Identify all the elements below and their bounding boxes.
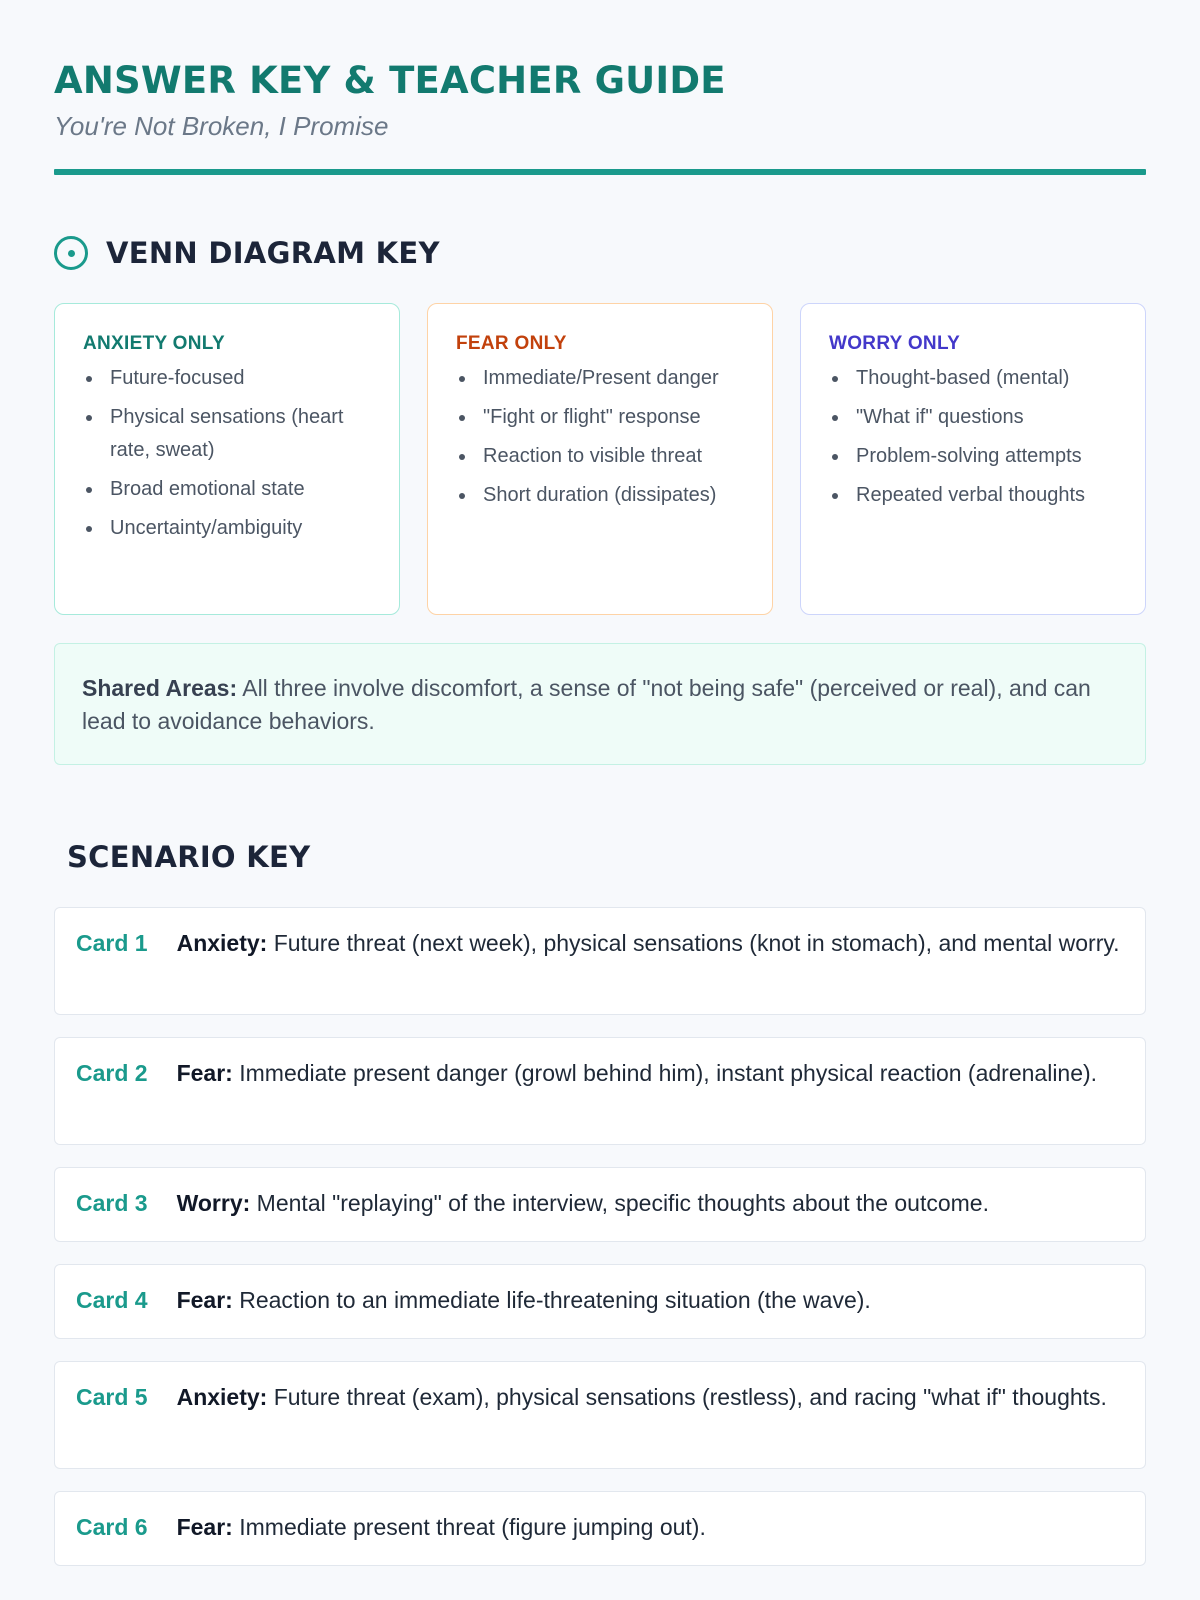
shared-areas-text: All three involve discomfort, a sense of "not being safe" (perceived or real), and can lead to avoidance behaviors. (82, 675, 1091, 734)
card-number: Card 6 (76, 1514, 148, 1540)
fear-only-card (427, 303, 773, 615)
title-divider (54, 169, 1146, 175)
scenario-card-3 (54, 1167, 1146, 1242)
card-type: Anxiety: (176, 930, 268, 956)
card-explanation: Mental "replaying" of the interview, specific thoughts about the outcome. (250, 1190, 989, 1216)
card-explanation: Future threat (exam), physical sensations (restless), and racing "what if" thoughts. (267, 1384, 1107, 1410)
worry-only-list (829, 362, 1119, 512)
scenario-card-6 (54, 1491, 1146, 1566)
venn-section-header (54, 235, 1146, 271)
card-type: Fear: (176, 1287, 233, 1313)
card-type: Worry: (176, 1190, 251, 1216)
card-explanation: Immediate present threat (figure jumping out). (232, 1514, 706, 1540)
list-item: Physical sensations (heart rate, sweat) (83, 401, 373, 467)
card-answer (177, 1284, 871, 1317)
card-answer (177, 1381, 1107, 1414)
anxiety-only-card (54, 303, 400, 615)
scenario-card-5 (54, 1361, 1146, 1469)
scenario-card-4 (54, 1264, 1146, 1339)
card-number: Card 3 (76, 1190, 148, 1216)
card-explanation: Reaction to an immediate life-threatening situation (the wave). (232, 1287, 871, 1313)
card-number: Card 5 (76, 1384, 148, 1410)
page-header (54, 0, 1146, 175)
list-item: "What if" questions (829, 401, 1119, 434)
card-number: Card 2 (76, 1060, 148, 1086)
card-number: Card 1 (76, 930, 148, 956)
card-answer (177, 1057, 1097, 1090)
card-answer (177, 1511, 706, 1544)
card-type: Fear: (176, 1514, 233, 1540)
card-explanation: Future threat (next week), physical sensations (knot in stomach), and mental worry. (267, 930, 1120, 956)
scenario-card-1 (54, 907, 1146, 1015)
list-item: Future-focused (83, 362, 373, 395)
card-answer (177, 927, 1120, 960)
shared-areas-box (54, 643, 1146, 765)
scenario-section-title: SCENARIO KEY (67, 840, 311, 874)
fear-only-title: FEAR ONLY (456, 333, 567, 354)
list-item: Short duration (dissipates) (456, 479, 746, 512)
list-item: Broad emotional state (83, 473, 373, 506)
list-item: Uncertainty/ambiguity (83, 512, 373, 545)
card-answer (177, 1187, 989, 1220)
venn-cards (54, 303, 1146, 615)
scenario-list (54, 907, 1146, 1566)
list-item: Thought-based (mental) (829, 362, 1119, 395)
worry-only-title: WORRY ONLY (829, 333, 961, 354)
page-title: ANSWER KEY & TEACHER GUIDE (54, 59, 726, 102)
list-item: "Fight or flight" response (456, 401, 746, 434)
scenario-card-2 (54, 1037, 1146, 1145)
target-icon (54, 236, 88, 270)
page-subtitle: You're Not Broken, I Promise (54, 111, 389, 141)
card-explanation: Immediate present danger (growl behind him), instant physical reaction (adrenaline). (232, 1060, 1098, 1086)
list-item: Reaction to visible threat (456, 440, 746, 473)
list-item: Problem-solving attempts (829, 440, 1119, 473)
fear-only-list (456, 362, 746, 512)
card-number: Card 4 (76, 1287, 148, 1313)
card-type: Fear: (176, 1060, 233, 1086)
venn-section-title: VENN DIAGRAM KEY (106, 236, 440, 270)
worry-only-card (800, 303, 1146, 615)
anxiety-only-title: ANXIETY ONLY (83, 333, 225, 354)
list-item: Immediate/Present danger (456, 362, 746, 395)
card-type: Anxiety: (176, 1384, 268, 1410)
shared-areas-label: Shared Areas: (82, 675, 238, 701)
anxiety-only-list (83, 362, 373, 545)
list-item: Repeated verbal thoughts (829, 479, 1119, 512)
